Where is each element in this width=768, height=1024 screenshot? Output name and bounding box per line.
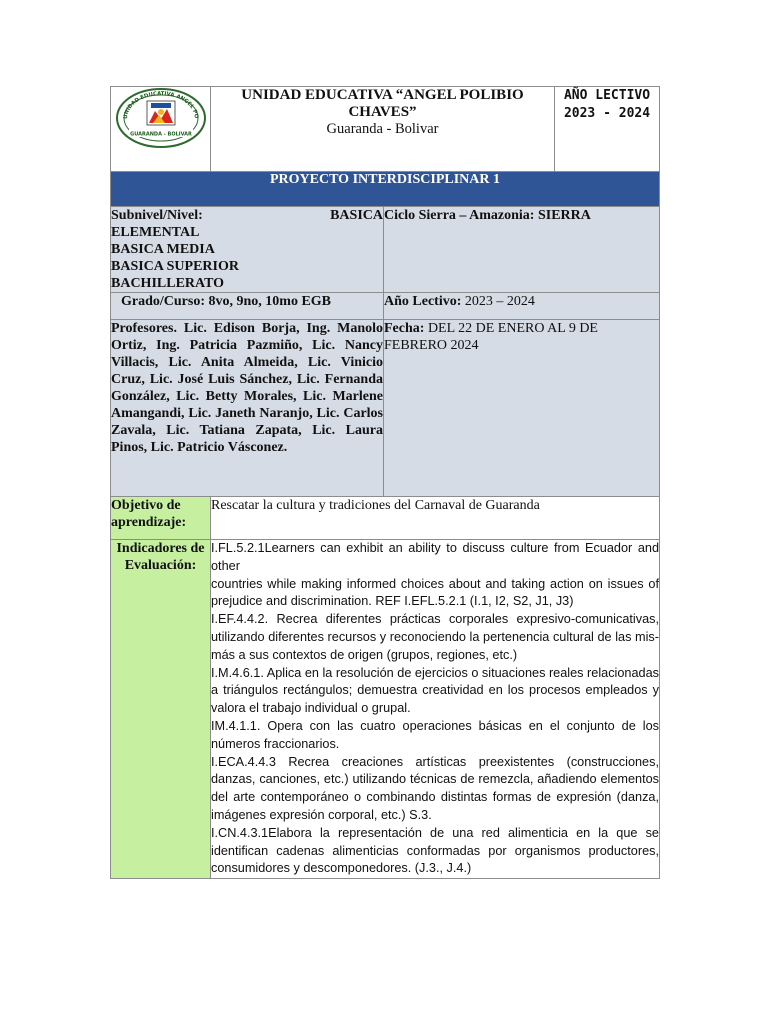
subnivel-line-4: BACHILLERATO: [111, 276, 225, 291]
anio-value: 2023 – 2024: [464, 294, 535, 309]
fecha-value: DEL 22 DE ENERO AL 9 DE FEBRERO 2024: [384, 321, 598, 353]
indicadores-label-text: Indicadores de Evaluación:: [116, 541, 205, 573]
anio-label: Año Lectivo:: [384, 294, 462, 309]
subnivel-line-1: ELEMENTAL: [111, 225, 200, 240]
profesores-label: Profesores.: [111, 321, 177, 336]
indicador-item: I.FL.5.2.1Learners can exhibit an ability to discuss culture from Ecuador and other: [211, 541, 659, 573]
fecha-cell: [384, 320, 660, 497]
objetivo-label: Objetivo de aprendizaje:: [111, 497, 211, 540]
logo-bottom-text: GUARANDA - BOLIVAR: [129, 131, 192, 138]
indicadores-list: [211, 540, 660, 879]
profesores-names: Lic. Edison Borja, Ing. Manolo Ortiz, Ing. Patricia Pazmiño, Lic. Nancy Villacis, Lic. Anita Almeida, Lic. Vinicio Cruz, Lic. José Luis Sánchez, Lic. Fernanda González, Lic. Betty Morales, Lic. Marlene Amangandi, Lic. Janeth Naranjo, Lic. Carlos Zavala, Lic. Tatiana Zapata, Lic. Laura Pinos, Lic. Patricio Vásconez.: [111, 321, 384, 455]
anio-cell: [384, 293, 660, 320]
project-table: [110, 86, 660, 879]
ciclo-cell: Ciclo Sierra – Amazonia: SIERRA: [384, 207, 660, 293]
subnivel-line-2: BASICA MEDIA: [111, 242, 215, 257]
indicador-item: I.CN.4.3.1Elabora la representación de una red alimenticia en la que se identifican cadenas alimenticias conformadas por organismos productores, consumidores y descomponedores. (J.3., J.4.): [211, 825, 659, 876]
grado-value: 8vo, 9no, 10mo EGB: [208, 294, 332, 309]
indicador-item: countries while making informed choices about and taking action on issues of prejudice and discrimination. REF I.EFL.5.2.1 (I.1, I2, S2, J1, J3): [211, 576, 659, 609]
school-name: UNIDAD EDUCATIVA “ANGEL POLIBIO CHAVES”: [241, 87, 524, 120]
indicadores-label: [111, 540, 211, 879]
logo-top-text: UNIDAD EDUCATIVA ANGEL PO: [122, 90, 199, 120]
school-logo: [115, 87, 207, 149]
project-title: PROYECTO INTERDISCIPLINAR 1: [111, 172, 660, 207]
profesores-cell: [111, 320, 384, 497]
objetivo-value: Rescatar la cultura y tradiciones del Carnaval de Guaranda: [211, 497, 660, 540]
school-location: Guaranda - Bolivar: [326, 121, 439, 137]
indicador-item: I.ECA.4.4.3 Recrea creaciones artísticas preexistentes (construcciones, danzas, canciones, etc.) utilizando técnicas de remezcla, añadiendo elementos del arte contemporáneo o combinando distintas formas de expresión (danza, imágenes expresión corporal, etc.) S.3.: [211, 754, 659, 822]
school-info-cell: [211, 87, 555, 172]
indicador-item: I.EF.4.4.2. Recrea diferentes prácticas corporales expresivo-comunicativas, utilizando diferentes recursos y reconociendo la pertenencia cultural de las mis- más a sus contextos de origen (grupos, regiones, etc.): [211, 612, 659, 662]
subnivel-label: Subnivel/Nivel:: [111, 208, 203, 223]
indicador-item: I.M.4.6.1. Aplica en la resolución de ejercicios o situaciones reales relacionadas a triángulos rectángulos; demuestra creatividad en los procesos empleados y valora el trabajo individual o grupal.: [211, 665, 659, 716]
year-label: AÑO LECTIVO: [563, 88, 651, 103]
fecha-label: Fecha:: [384, 321, 425, 336]
grado-label: Grado/Curso:: [121, 294, 205, 309]
subnivel-first: BASICA: [330, 208, 383, 223]
indicador-item: IM.4.1.1. Opera con las cuatro operaciones básicas en el conjunto de los números fraccionarios.: [211, 718, 659, 751]
subnivel-cell: [111, 207, 384, 293]
subnivel-line-3: BASICA SUPERIOR: [111, 259, 239, 274]
year-value: 2023 - 2024: [563, 106, 651, 121]
school-year-cell: [555, 87, 660, 172]
document-page: [110, 86, 659, 879]
school-logo-cell: [111, 87, 211, 172]
grado-cell: [111, 293, 384, 320]
